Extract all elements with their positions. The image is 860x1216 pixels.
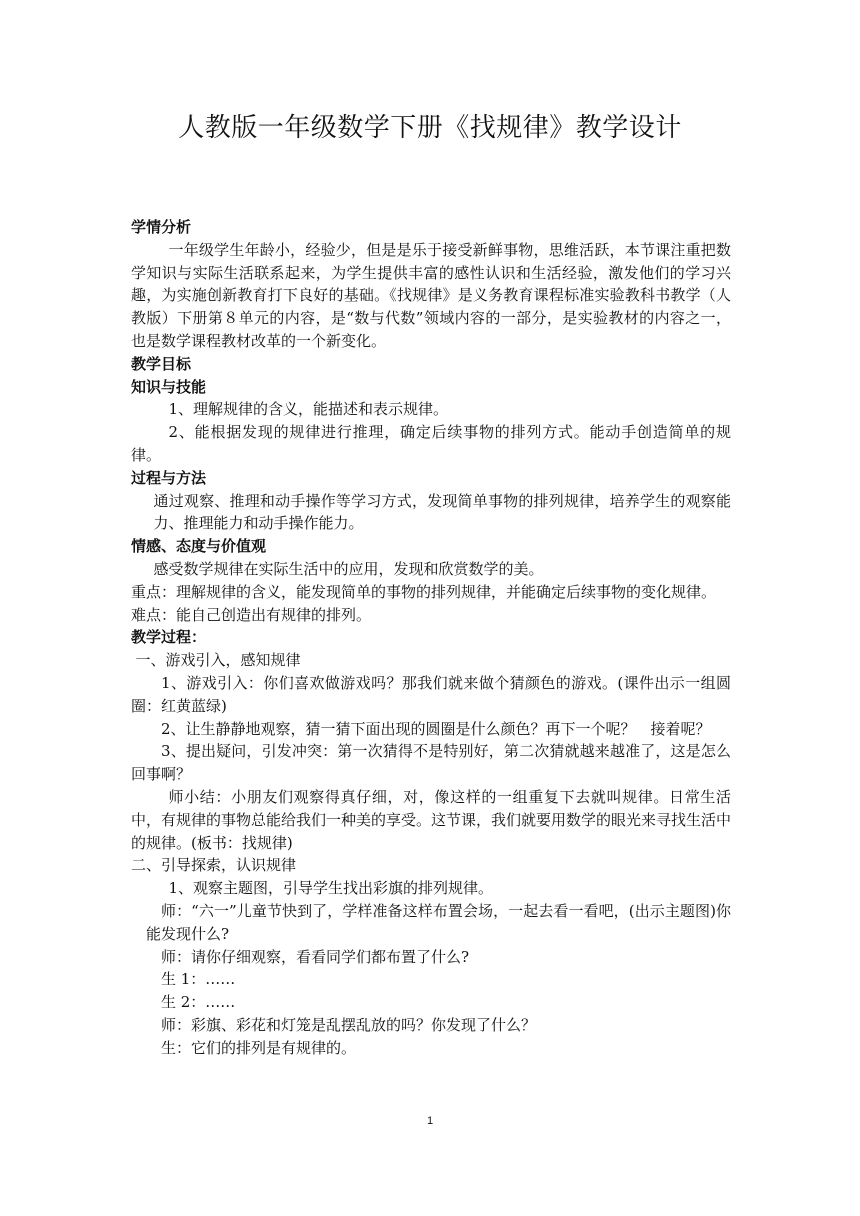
paragraph-zhishi-1: 1、理解规律的含义，能描述和表示规律。	[168, 400, 449, 419]
paragraph-xueqing: 一年级学生年龄小，经验少，但是是乐于接受新鲜事物，思维活跃，本节课注重把数学知识与实际生活联系起来，为学生提供丰富的感性认识和生活经验，激发他们的学习兴趣，为实施创新教育打下良好的基础。《找规律》是义务教育课程标准实验教科书教学（人教版）下册第８单元的内容，是“数与代数”领域内容的一部分，是实验教材的内容之一，也是数学课程教材改革的一个新变化。	[131, 240, 731, 350]
paragraph-part1-3: 3、提出疑问，引发冲突：第一次猜得不是特别好，第二次猜就越来越准了，这是怎么回事啊？	[131, 742, 731, 784]
paragraph-part1-1: 1、游戏引入：你们喜欢做游戏吗？那我们就来做个猜颜色的游戏。(课件出示一组圆圈：红黄蓝绿)	[131, 673, 731, 715]
paragraph-dialog-4: 生 2：……	[161, 993, 236, 1012]
section-heading-guocheng: 过程与方法	[131, 468, 207, 487]
paragraph-guocheng: 通过观察、推理和动手操作等学习方式，发现简单事物的排列规律，培养学生的观察能力、推理能力和动手操作能力。	[153, 491, 731, 533]
paragraph-part2-heading: 二、引导探索，认识规律	[131, 856, 297, 875]
document-body	[131, 216, 731, 1059]
paragraph-dialog-3: 生 1：……	[161, 970, 236, 989]
paragraph-zhishi-2: 2、能根据发现的规律进行推理，确定后续事物的排列方式。能动手创造简单的规律。	[131, 423, 731, 464]
section-heading-mubiao: 教学目标	[131, 354, 192, 373]
document-title: 人教版一年级数学下册《找规律》教学设计	[178, 113, 682, 143]
paragraph-dialog-6: 生：它们的排列是有规律的。	[161, 1038, 357, 1057]
paragraph-part1-summary: 师小结：小朋友们观察得真仔细，对，像这样的一组重复下去就叫规律。日常生活中，有规律的事物总能给我们一种美的享受。这节课，我们就要用数学的眼光来寻找生活中的规律。(板书：找规律)	[131, 787, 732, 852]
section-heading-xueqing: 学情分析	[131, 218, 192, 236]
paragraph-part1-heading: 一、游戏引入，感知规律	[135, 651, 301, 670]
paragraph-part2-1: 1、观察主题图，引导学生找出彩旗的排列规律。	[168, 879, 494, 898]
paragraph-dialog-1: 师：“六一”儿童节快到了，学样准备这样布置会场，一起去看一看吧，(出示主题图)你能发现什么?	[146, 901, 731, 943]
paragraph-part1-2: 2、让生静静地观察，猜一猜下面出现的圆圈是什么颜色？再下一个呢？ 接着呢？	[161, 719, 711, 738]
section-heading-process: 教学过程：	[131, 628, 207, 647]
paragraph-nandian: 难点：能自己创造出有规律的排列。	[131, 605, 372, 624]
page-number: 1	[426, 1115, 434, 1127]
section-heading-qinggan: 情感、态度与价值观	[131, 537, 267, 556]
paragraph-qinggan: 感受数学规律在实际生活中的应用，发现和欣赏数学的美。	[153, 559, 544, 578]
paragraph-dialog-5: 师：彩旗、彩花和灯笼是乱摆乱放的吗？你发现了什么？	[161, 1015, 537, 1034]
paragraph-zhongdian: 重点：理解规律的含义，能发现简单的事物的排列规律，并能确定后续事物的变化规律。	[131, 582, 717, 601]
paragraph-dialog-2: 师：请你仔细观察，看看同学们都布置了什么?	[161, 947, 470, 966]
section-heading-zhishi: 知识与技能	[131, 377, 207, 396]
